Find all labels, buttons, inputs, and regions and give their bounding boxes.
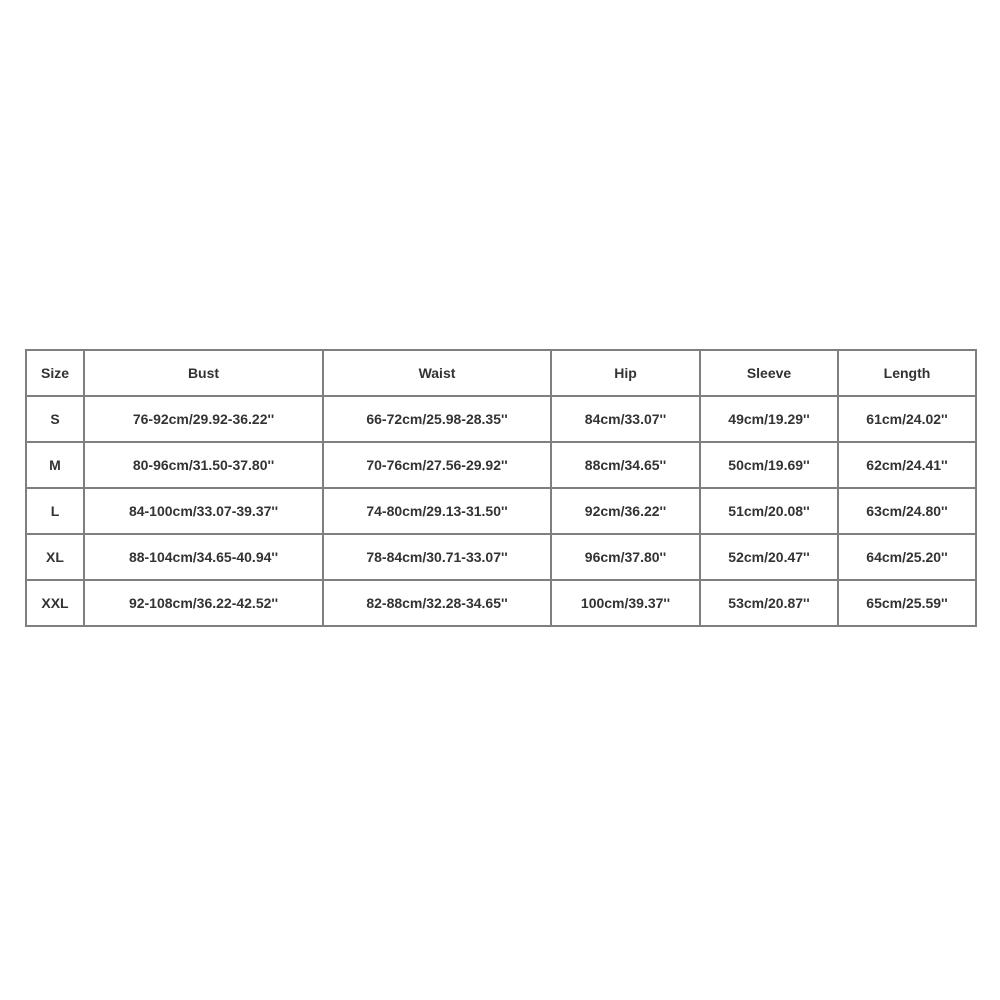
- size-cell: S: [26, 396, 84, 442]
- length-cell: 63cm/24.80'': [838, 488, 976, 534]
- waist-cell: 70-76cm/27.56-29.92'': [323, 442, 551, 488]
- sleeve-cell: 51cm/20.08'': [700, 488, 838, 534]
- waist-cell: 82-88cm/32.28-34.65'': [323, 580, 551, 626]
- header-hip: Hip: [551, 350, 700, 396]
- bust-cell: 88-104cm/34.65-40.94'': [84, 534, 323, 580]
- table-row: [26, 580, 976, 626]
- waist-cell: 78-84cm/30.71-33.07'': [323, 534, 551, 580]
- length-cell: 65cm/25.59'': [838, 580, 976, 626]
- header-size: Size: [26, 350, 84, 396]
- length-cell: 61cm/24.02'': [838, 396, 976, 442]
- sleeve-cell: 49cm/19.29'': [700, 396, 838, 442]
- size-chart-table: [25, 349, 977, 627]
- sleeve-cell: 50cm/19.69'': [700, 442, 838, 488]
- hip-cell: 88cm/34.65'': [551, 442, 700, 488]
- hip-cell: 84cm/33.07'': [551, 396, 700, 442]
- header-waist: Waist: [323, 350, 551, 396]
- waist-cell: 66-72cm/25.98-28.35'': [323, 396, 551, 442]
- size-cell: XL: [26, 534, 84, 580]
- bust-cell: 92-108cm/36.22-42.52'': [84, 580, 323, 626]
- bust-cell: 80-96cm/31.50-37.80'': [84, 442, 323, 488]
- header-sleeve: Sleeve: [700, 350, 838, 396]
- table-row: [26, 396, 976, 442]
- size-cell: XXL: [26, 580, 84, 626]
- table-row: [26, 488, 976, 534]
- waist-cell: 74-80cm/29.13-31.50'': [323, 488, 551, 534]
- bust-cell: 76-92cm/29.92-36.22'': [84, 396, 323, 442]
- table-row: [26, 534, 976, 580]
- hip-cell: 100cm/39.37'': [551, 580, 700, 626]
- size-cell: L: [26, 488, 84, 534]
- bust-cell: 84-100cm/33.07-39.37'': [84, 488, 323, 534]
- header-length: Length: [838, 350, 976, 396]
- sleeve-cell: 52cm/20.47'': [700, 534, 838, 580]
- hip-cell: 96cm/37.80'': [551, 534, 700, 580]
- table-row: [26, 442, 976, 488]
- sleeve-cell: 53cm/20.87'': [700, 580, 838, 626]
- length-cell: 64cm/25.20'': [838, 534, 976, 580]
- size-cell: M: [26, 442, 84, 488]
- header-row: [26, 350, 976, 396]
- hip-cell: 92cm/36.22'': [551, 488, 700, 534]
- length-cell: 62cm/24.41'': [838, 442, 976, 488]
- header-bust: Bust: [84, 350, 323, 396]
